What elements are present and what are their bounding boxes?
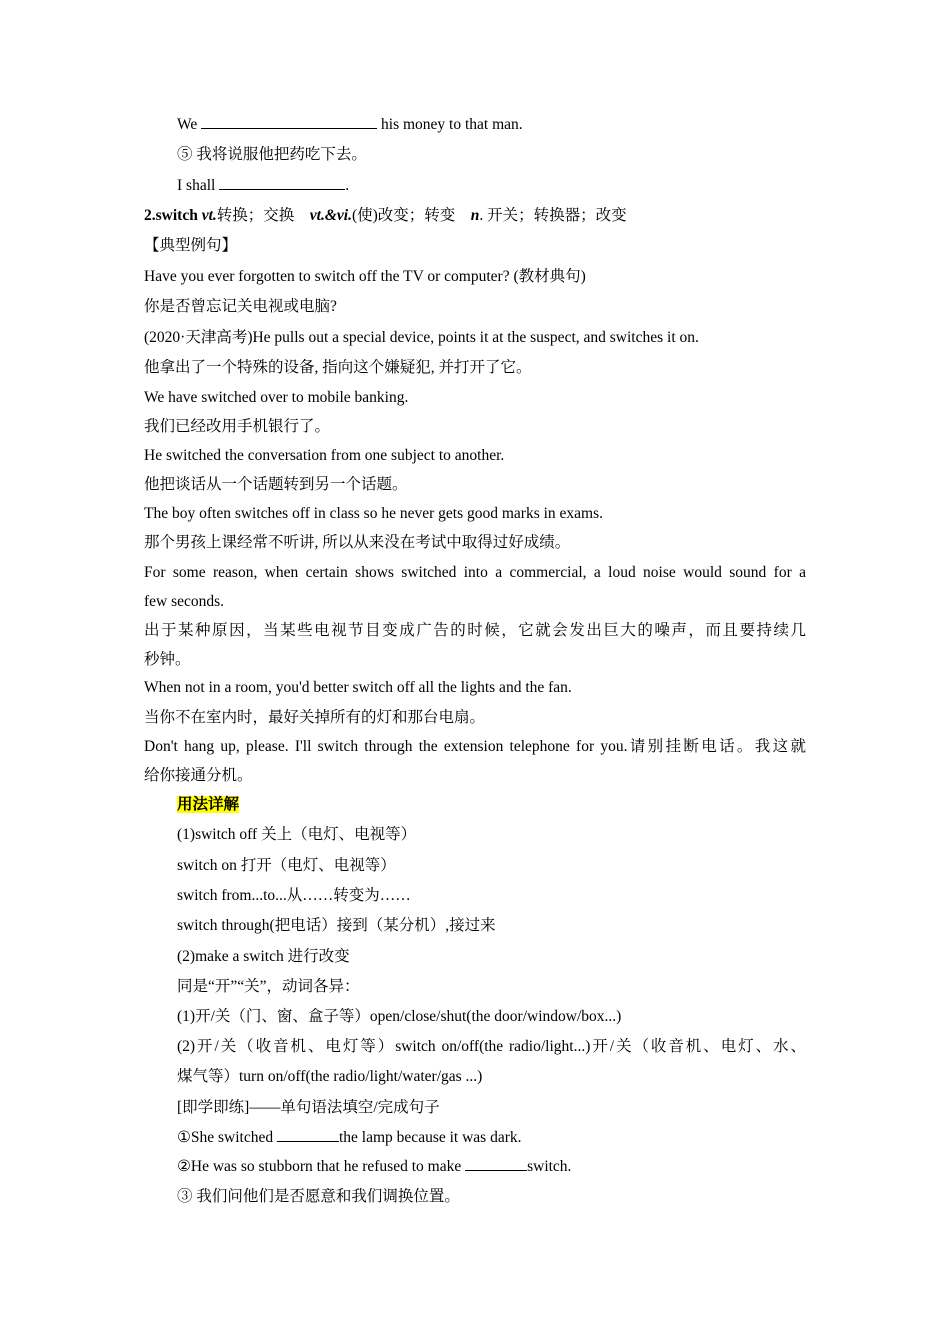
- example-long-en-2: few seconds.: [144, 593, 225, 610]
- example-line: He switched the conversation from one subject to another.: [144, 447, 505, 464]
- example-phone-2: 给你接通分机。: [144, 767, 253, 784]
- example-line: (2020·天津高考)He pulls out a special device, points it at the suspect, and switches it on.: [144, 329, 699, 346]
- usage-line: (1)开/关（门、窗、盒子等）open/close/shut(the door/window/box...): [177, 1008, 622, 1025]
- examples-heading: 【典型例句】: [144, 237, 238, 254]
- practice-1-pre: ①She switched: [177, 1129, 277, 1146]
- usage-line: switch through(把电话）接到（某分机）,接过来: [177, 917, 496, 934]
- example-line: The boy often switches off in class so he never gets good marks in exams.: [144, 505, 604, 522]
- usage-heading-highlight: 用法详解: [177, 796, 240, 813]
- usage-line: (2)make a switch 进行改变: [177, 948, 350, 965]
- vocab-entry-switch: [144, 205, 627, 227]
- usage-long-2: 煤气等）turn on/off(the radio/light/water/gas ...): [177, 1068, 483, 1085]
- answer-blank[interactable]: [465, 1156, 527, 1171]
- exercise-shall-sentence: [177, 175, 349, 197]
- example-line: Have you ever forgotten to switch off the TV or computer? (教材典句): [144, 268, 586, 285]
- entry-pos-vt: vt.: [201, 207, 217, 224]
- usage-line: (1)switch off 关上（电灯、电视等）: [177, 826, 417, 843]
- exercise-we-sentence: [177, 114, 523, 136]
- practice-2-post: switch.: [527, 1158, 572, 1175]
- entry-def-vt: 转换；交换: [216, 207, 310, 224]
- practice-3: ③ 我们问他们是否愿意和我们调换位置。: [177, 1188, 460, 1205]
- example-line: 他拿出了一个特殊的设备, 指向这个嫌疑犯, 并打开了它。: [144, 359, 532, 376]
- practice-2-pre: ②He was so stubborn that he refused to make: [177, 1158, 466, 1175]
- example-line: We have switched over to mobile banking.: [144, 389, 409, 406]
- exercise-shall-post: .: [345, 177, 350, 194]
- example-line: 你是否曾忘记关电视或电脑?: [144, 298, 337, 315]
- practice-heading: [即学即练]——单句语法填空/完成句子: [177, 1099, 440, 1116]
- answer-blank[interactable]: [201, 114, 377, 129]
- example-long-en-1: For some reason, when certain shows switched into a commercial, a loud noise would sound for a: [144, 564, 806, 581]
- usage-line: switch from...to...从……转变为……: [177, 887, 411, 904]
- entry-pos-n: n: [470, 207, 480, 224]
- usage-line: 同是“开”“关”，动词各异：: [177, 978, 360, 995]
- example-phone-1: Don't hang up, please. I'll switch through the extension telephone for you.请别挂断电话。我这就: [144, 738, 806, 755]
- entry-headword: 2.switch: [144, 207, 202, 224]
- exercise-shall-pre: I shall: [177, 177, 220, 194]
- answer-blank[interactable]: [219, 175, 345, 190]
- usage-long-1: (2)开/关（收音机、电灯等）switch on/off(the radio/light...)开/关（收音机、电灯、水、: [177, 1038, 806, 1055]
- usage-line: switch on 打开（电灯、电视等）: [177, 857, 396, 874]
- answer-blank[interactable]: [277, 1127, 339, 1142]
- entry-def-n: . 开关；转换器；改变: [479, 207, 627, 224]
- example-line: 他把谈话从一个话题转到另一个话题。: [144, 476, 408, 493]
- entry-def-vt-vi: (使)改变；转变: [351, 207, 471, 224]
- usage-heading: [177, 794, 239, 816]
- example-long-cn-1: 出于某种原因，当某些电视节目变成广告的时候，它就会发出巨大的噪声，而且要持续几: [144, 622, 806, 639]
- example-line: 那个男孩上课经常不听讲, 所以从来没在考试中取得过好成绩。: [144, 534, 571, 551]
- practice-1-post: the lamp because it was dark.: [339, 1129, 522, 1146]
- exercise-we-post: his money to that man.: [377, 116, 523, 133]
- entry-pos-vt-vi: vt.&vi.: [309, 207, 352, 224]
- example-long-cn-2: 秒钟。: [144, 651, 191, 668]
- example-lights-en: When not in a room, you'd better switch off all the lights and the fan.: [144, 679, 572, 696]
- example-lights-cn: 当你不在室内时，最好关掉所有的灯和那台电扇。: [144, 709, 486, 726]
- example-line: 我们已经改用手机银行了。: [144, 418, 331, 435]
- exercise-5-chinese: ⑤ 我将说服他把药吃下去。: [177, 146, 367, 163]
- exercise-we-pre: We: [177, 116, 202, 133]
- practice-1: [177, 1127, 522, 1149]
- practice-2: [177, 1156, 571, 1178]
